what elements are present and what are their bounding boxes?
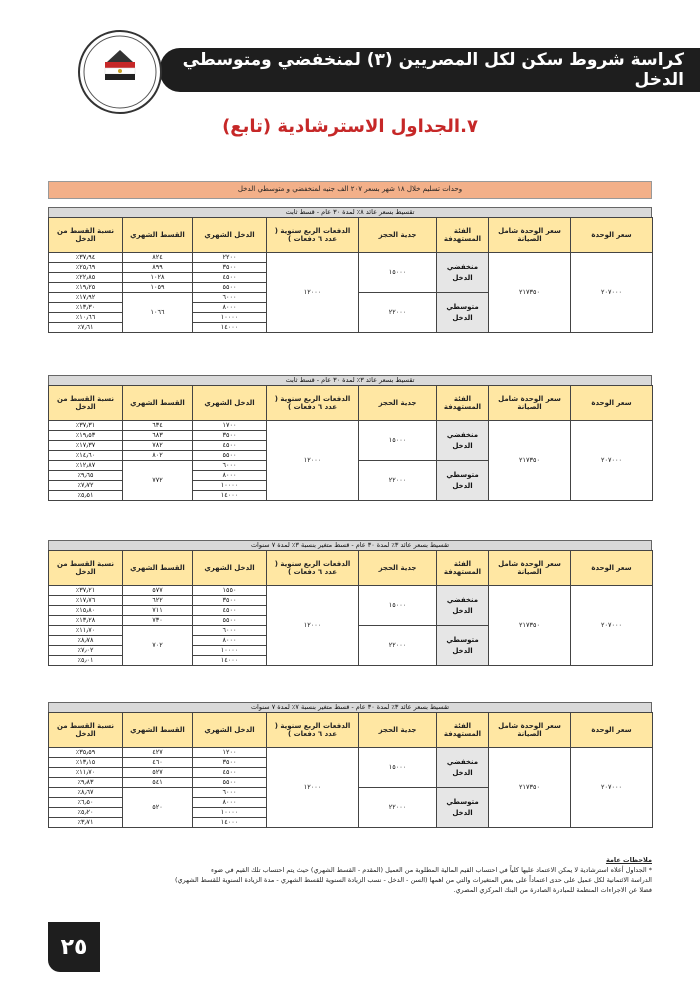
header-monthly-income: الدخل الشهري xyxy=(193,713,267,748)
income-cell: ٨٠٠٠ xyxy=(193,303,267,313)
header-installment-ratio: نسبة القسط من الدخل xyxy=(49,218,123,253)
table-caption: تقسيط بسعر عائد ٣٪ لمدة ٣٠ عام - قسط متغير بنسبة ٣٪ لمدة ٧ سنوات xyxy=(48,540,652,550)
ratio-cell: ١٢٫٨٧٪ xyxy=(49,461,123,471)
guide-table-4 xyxy=(48,702,652,828)
ratio-cell: ١٩٫٥٣٪ xyxy=(49,431,123,441)
income-cell: ٣٥٠٠ xyxy=(193,263,267,273)
ratio-cell: ٩٫٦٥٪ xyxy=(49,471,123,481)
header-monthly-income: الدخل الشهري xyxy=(193,386,267,421)
page-number: ٢٥ xyxy=(48,922,100,972)
installment-cell: ٦٣٤ xyxy=(123,421,193,431)
table-caption: تقسيط بسعر عائد ٣٪ لمدة ٣٠ عام - قسط ثابت xyxy=(48,375,652,385)
low-booking-cell: ١٥٠٠٠ xyxy=(359,421,437,461)
header-booking-deposit: جدية الحجز xyxy=(359,713,437,748)
ratio-cell: ٧٫٧٢٪ xyxy=(49,481,123,491)
installment-table xyxy=(48,550,653,666)
ratio-cell: ٨٫٦٧٪ xyxy=(49,788,123,798)
mid-installment-cell: ٥٢٠ xyxy=(123,788,193,828)
income-cell: ٥٥٠٠ xyxy=(193,616,267,626)
header-quarterly-payments: الدفعات الربع سنوية ( عدد ٦ دفعات ) xyxy=(267,551,359,586)
installment-cell: ٤٦٠ xyxy=(123,758,193,768)
ratio-cell: ٣٥٫٥٩٪ xyxy=(49,748,123,758)
income-cell: ٣٥٠٠ xyxy=(193,758,267,768)
header-monthly-income: الدخل الشهري xyxy=(193,551,267,586)
quarterly-payment-cell: ١٢٠٠٠ xyxy=(267,586,359,666)
ratio-cell: ١٩٫٢٥٪ xyxy=(49,283,123,293)
income-cell: ٥٥٠٠ xyxy=(193,778,267,788)
income-cell: ١٤٠٠٠ xyxy=(193,491,267,501)
quarterly-payment-cell: ١٢٠٠٠ xyxy=(267,421,359,501)
unit-price-cell: ٢٠٧٠٠٠ xyxy=(571,748,653,828)
income-cell: ٤٥٠٠ xyxy=(193,768,267,778)
header-installment-ratio: نسبة القسط من الدخل xyxy=(49,713,123,748)
header-installment-ratio: نسبة القسط من الدخل xyxy=(49,386,123,421)
logo-emblem-icon xyxy=(80,32,160,112)
header-unit-price: سعر الوحدة xyxy=(571,713,653,748)
low-booking-cell: ١٥٠٠٠ xyxy=(359,586,437,626)
income-cell: ١٤٠٠٠ xyxy=(193,323,267,333)
header-quarterly-payments: الدفعات الربع سنوية ( عدد ٦ دفعات ) xyxy=(267,713,359,748)
income-cell: ٦٠٠٠ xyxy=(193,461,267,471)
installment-cell: ٧٨٢ xyxy=(123,441,193,451)
quarterly-payment-cell: ١٢٠٠٠ xyxy=(267,748,359,828)
header-quarterly-payments: الدفعات الربع سنوية ( عدد ٦ دفعات ) xyxy=(267,386,359,421)
installment-cell: ٨٠٢ xyxy=(123,451,193,461)
unit-price-maintenance-cell: ٢١٧٣٥٠ xyxy=(489,748,571,828)
general-notes xyxy=(58,855,652,895)
income-cell: ١٢٠٠ xyxy=(193,748,267,758)
header-booking-deposit: جدية الحجز xyxy=(359,551,437,586)
income-cell: ٣٥٠٠ xyxy=(193,596,267,606)
subtitle-text: وحدات تسليم خلال ١٨ شهر بسعر ٢٠٧ الف جنيه لمنخفضي و متوسطي الدخل xyxy=(237,185,463,193)
ratio-cell: ١٣٫١٥٪ xyxy=(49,758,123,768)
ratio-cell: ٣٧٫٣١٪ xyxy=(49,421,123,431)
table-caption: تقسيط بسعر عائد ٨٪ لمدة ٣٠ عام - قسط ثابت xyxy=(48,207,652,217)
header-monthly-income: الدخل الشهري xyxy=(193,218,267,253)
income-cell: ١٠٠٠٠ xyxy=(193,808,267,818)
mid-booking-cell: ٢٢٠٠٠ xyxy=(359,293,437,333)
installment-cell: ٦٨٣ xyxy=(123,431,193,441)
ratio-cell: ١٤٫٦٠٪ xyxy=(49,451,123,461)
low-income-category: منخفضي الدخل xyxy=(437,421,489,461)
income-cell: ٤٥٠٠ xyxy=(193,273,267,283)
ratio-cell: ٢٥٫٦٩٪ xyxy=(49,263,123,273)
income-cell: ٣٥٠٠ xyxy=(193,431,267,441)
header-target-group: الفئة المستهدفة xyxy=(437,713,489,748)
ratio-cell: ١١٫٧٠٪ xyxy=(49,626,123,636)
income-cell: ٦٠٠٠ xyxy=(193,788,267,798)
income-cell: ١٠٠٠٠ xyxy=(193,481,267,491)
mid-booking-cell: ٢٢٠٠٠ xyxy=(359,461,437,501)
installment-table xyxy=(48,385,653,501)
document-title: كراسة شروط سكن لكل المصريين (٣) لمنخفضي ومتوسطي الدخل xyxy=(182,50,684,90)
unit-price-cell: ٢٠٧٠٠٠ xyxy=(571,586,653,666)
income-cell: ١٠٠٠٠ xyxy=(193,646,267,656)
income-cell: ٢٢٠٠ xyxy=(193,253,267,263)
installment-cell: ١٠٢٨ xyxy=(123,273,193,283)
installment-cell: ٧٣٠ xyxy=(123,616,193,626)
mid-income-category: متوسطي الدخل xyxy=(437,626,489,666)
table-caption: تقسيط بسعر عائد ٣٪ لمدة ٣٠ عام - قسط متغير بنسبة ٧٪ لمدة ٧ سنوات xyxy=(48,702,652,712)
installment-cell: ٥٢٧ xyxy=(123,768,193,778)
ratio-cell: ١٧٫٣٧٪ xyxy=(49,441,123,451)
mid-booking-cell: ٢٢٠٠٠ xyxy=(359,626,437,666)
header-unit-price: سعر الوحدة xyxy=(571,218,653,253)
notes-heading: ملاحظات عامة xyxy=(605,856,652,864)
ratio-cell: ١٧٫٧٦٪ xyxy=(49,596,123,606)
ratio-cell: ٣٫٧١٪ xyxy=(49,818,123,828)
income-cell: ٤٥٠٠ xyxy=(193,606,267,616)
installment-cell: ٤٢٧ xyxy=(123,748,193,758)
income-cell: ٨٠٠٠ xyxy=(193,798,267,808)
ratio-cell: ١٣٫٢٨٪ xyxy=(49,616,123,626)
guide-table-3 xyxy=(48,540,652,666)
unit-price-cell: ٢٠٧٠٠٠ xyxy=(571,253,653,333)
unit-price-maintenance-cell: ٢١٧٣٥٠ xyxy=(489,253,571,333)
ratio-cell: ٩٫٨٣٪ xyxy=(49,778,123,788)
income-cell: ١٤٠٠٠ xyxy=(193,656,267,666)
unit-price-maintenance-cell: ٢١٧٣٥٠ xyxy=(489,421,571,501)
guide-table-2 xyxy=(48,375,652,501)
income-cell: ٨٠٠٠ xyxy=(193,636,267,646)
low-income-category: منخفضي الدخل xyxy=(437,253,489,293)
section-title: ٧.الجداول الاسترشادية (تابع) xyxy=(222,116,478,137)
ratio-cell: ١٥٫٨٠٪ xyxy=(49,606,123,616)
header-monthly-installment: القسط الشهري xyxy=(123,218,193,253)
low-booking-cell: ١٥٠٠٠ xyxy=(359,253,437,293)
ratio-cell: ٣٧٫٩٤٪ xyxy=(49,253,123,263)
ratio-cell: ٥٫٥١٪ xyxy=(49,491,123,501)
header-unit-price-maintenance: سعر الوحدة شامل الصيانة xyxy=(489,551,571,586)
header-booking-deposit: جدية الحجز xyxy=(359,386,437,421)
mid-booking-cell: ٢٢٠٠٠ xyxy=(359,788,437,828)
header-monthly-installment: القسط الشهري xyxy=(123,713,193,748)
mid-installment-cell: ٧٧٢ xyxy=(123,461,193,501)
income-cell: ٦٠٠٠ xyxy=(193,293,267,303)
fund-logo xyxy=(78,30,162,114)
header-quarterly-payments: الدفعات الربع سنوية ( عدد ٦ دفعات ) xyxy=(267,218,359,253)
installment-cell: ٧١١ xyxy=(123,606,193,616)
mid-income-category: متوسطي الدخل xyxy=(437,293,489,333)
installment-cell: ٥٧٧ xyxy=(123,586,193,596)
installment-cell: ٨٩٩ xyxy=(123,263,193,273)
header-monthly-installment: القسط الشهري xyxy=(123,551,193,586)
ratio-cell: ١١٫٧٠٪ xyxy=(49,768,123,778)
income-cell: ٦٠٠٠ xyxy=(193,626,267,636)
mid-installment-cell: ١٠٦٦ xyxy=(123,293,193,333)
notes-line: * الجداول أعلاه استرشادية لا يمكن الاعتماد عليها كلياً في احتساب القيم المالية المطلوبة من العميل (المقدم - القسط الشهري) حيث يتم احتساب تلك القيم في ضوء xyxy=(211,866,652,874)
mid-income-category: متوسطي الدخل xyxy=(437,788,489,828)
ratio-cell: ١٣٫٣٠٪ xyxy=(49,303,123,313)
header-unit-price: سعر الوحدة xyxy=(571,551,653,586)
income-cell: ٨٠٠٠ xyxy=(193,471,267,481)
ratio-cell: ٢٢٫٨٥٪ xyxy=(49,273,123,283)
notes-line: الدراسة الائتمانية لكل عميل على حدى اعتماداً على بعض المتغيرات والتي من اهمها (السن - الدخل - نسب الزيادة السنوية للقسط الشهري - مدة الزيادة السنوية للقسط الشهري) xyxy=(174,876,652,884)
ratio-cell: ١٧٫٩٢٪ xyxy=(49,293,123,303)
income-cell: ٥٥٠٠ xyxy=(193,451,267,461)
installment-cell: ٥٤١ xyxy=(123,778,193,788)
ratio-cell: ٣٧٫٢١٪ xyxy=(49,586,123,596)
header-monthly-installment: القسط الشهري xyxy=(123,386,193,421)
header-target-group: الفئة المستهدفة xyxy=(437,218,489,253)
header-unit-price-maintenance: سعر الوحدة شامل الصيانة xyxy=(489,218,571,253)
ratio-cell: ٦٫٥٠٪ xyxy=(49,798,123,808)
guide-table-1 xyxy=(48,207,652,333)
quarterly-payment-cell: ١٢٠٠٠ xyxy=(267,253,359,333)
ratio-cell: ٧٫٠٢٪ xyxy=(49,646,123,656)
header-unit-price-maintenance: سعر الوحدة شامل الصيانة xyxy=(489,713,571,748)
header-banner xyxy=(160,48,700,92)
header-unit-price: سعر الوحدة xyxy=(571,386,653,421)
header-booking-deposit: جدية الحجز xyxy=(359,218,437,253)
ratio-cell: ٨٫٧٨٪ xyxy=(49,636,123,646)
income-cell: ١٠٠٠٠ xyxy=(193,313,267,323)
ratio-cell: ٥٫٢٠٪ xyxy=(49,808,123,818)
installment-table xyxy=(48,217,653,333)
installment-cell: ٦٢٢ xyxy=(123,596,193,606)
header-target-group: الفئة المستهدفة xyxy=(437,551,489,586)
mid-installment-cell: ٧٠٢ xyxy=(123,626,193,666)
installment-cell: ٨٢٤ xyxy=(123,253,193,263)
ratio-cell: ٧٫٦١٪ xyxy=(49,323,123,333)
unit-price-maintenance-cell: ٢١٧٣٥٠ xyxy=(489,586,571,666)
income-cell: ١٤٠٠٠ xyxy=(193,818,267,828)
income-cell: ١٥٥٠ xyxy=(193,586,267,596)
installment-cell: ١٠٥٩ xyxy=(123,283,193,293)
income-cell: ١٧٠٠ xyxy=(193,421,267,431)
notes-line: فضلا عن الاجراءات المنظمة للمبادرة الصادرة من البنك المركزي المصري. xyxy=(453,886,652,894)
low-income-category: منخفضي الدخل xyxy=(437,748,489,788)
header-installment-ratio: نسبة القسط من الدخل xyxy=(49,551,123,586)
low-booking-cell: ١٥٠٠٠ xyxy=(359,748,437,788)
header-unit-price-maintenance: سعر الوحدة شامل الصيانة xyxy=(489,386,571,421)
installment-table xyxy=(48,712,653,828)
income-cell: ٤٥٠٠ xyxy=(193,441,267,451)
ratio-cell: ٥٫٠١٪ xyxy=(49,656,123,666)
income-cell: ٥٥٠٠ xyxy=(193,283,267,293)
mid-income-category: متوسطي الدخل xyxy=(437,461,489,501)
header-target-group: الفئة المستهدفة xyxy=(437,386,489,421)
ratio-cell: ١٠٫٦٦٪ xyxy=(49,313,123,323)
unit-price-cell: ٢٠٧٠٠٠ xyxy=(571,421,653,501)
low-income-category: منخفضي الدخل xyxy=(437,586,489,626)
